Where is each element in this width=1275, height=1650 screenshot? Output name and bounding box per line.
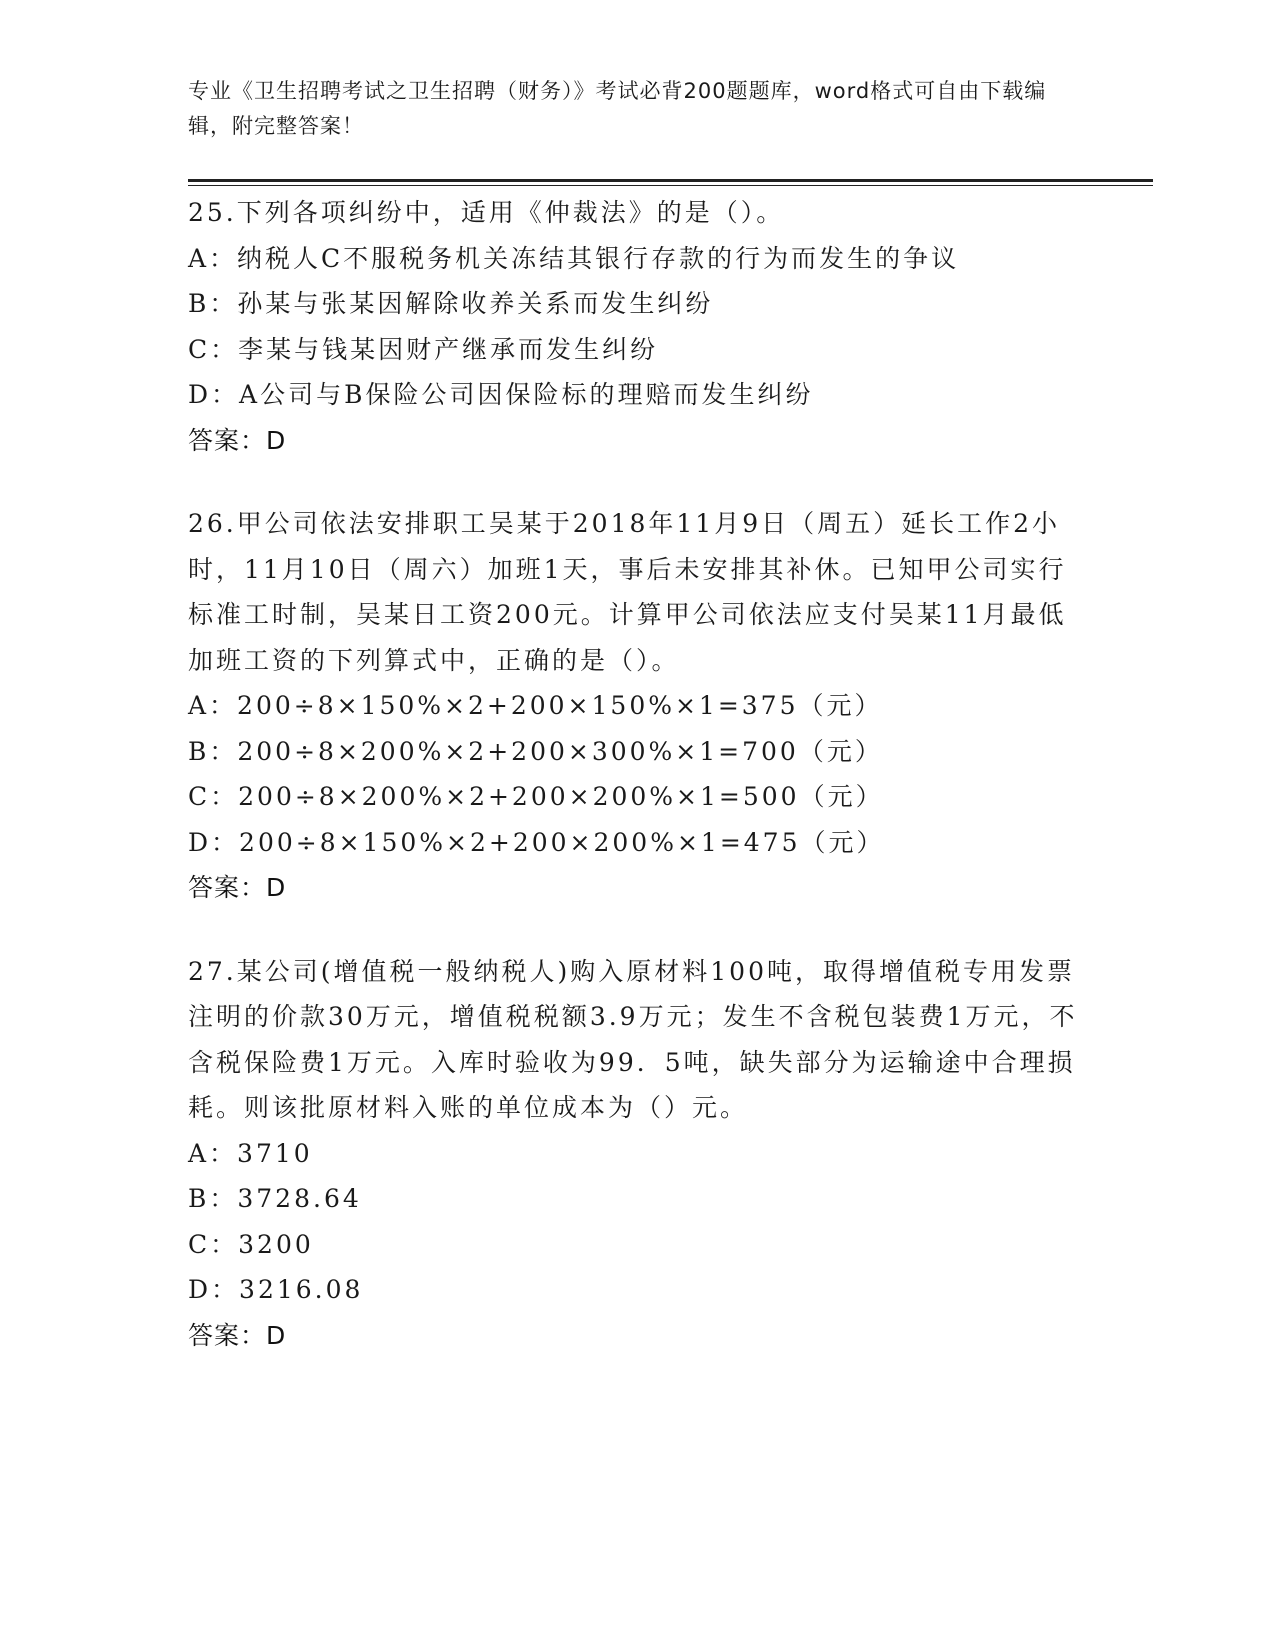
question-27: [188, 949, 1088, 1359]
option-b: B：200÷8×200%×2+200×300%×1=700（元）: [188, 736, 883, 766]
option-d: D：3216.08: [188, 1275, 364, 1304]
answer-label: 答案：D: [188, 425, 287, 455]
header-rule-thick: [188, 179, 1153, 182]
question-stem: 26.甲公司依法安排职工吴某于2018年11月9日（周五）延长工作2小时，11月10日（周六）加班1天，事后未安排其补休。已知甲公司实行标准工时制，吴某日工资200元。计算甲公司依法应支付吴某11月最低加班工资的下列算式中，正确的是（）。: [188, 509, 1067, 675]
question-stem: 27.某公司(增值税一般纳税人)购入原材料100吨，取得增值税专用发票注明的价款30万元，增值税税额3.9万元；发生不含税包装费1万元，不含税保险费1万元。入库时验收为99．5吨，缺失部分为运输途中合理损耗。则该批原材料入账的单位成本为（）元。: [188, 956, 1078, 1122]
option-d: D：200÷8×150%×2+200×200%×1=475（元）: [188, 827, 885, 857]
option-c: C：3200: [188, 1229, 314, 1259]
option-c: C：200÷8×200%×2+200×200%×1=500（元）: [188, 782, 884, 811]
answer-label: 答案：D: [188, 1320, 287, 1350]
answer-label: 答案：D: [188, 873, 287, 902]
question-25: [188, 190, 1088, 463]
header-rule-thin: [188, 185, 1153, 186]
option-a: A：200÷8×150%×2+200×150%×1=375（元）: [188, 691, 883, 720]
option-d: D：A公司与B保险公司因保险标的理赔而发生纠纷: [188, 380, 814, 409]
document-header: 专业《卫生招聘考试之卫生招聘（财务）》考试必背200题题库，word格式可自由下载编辑，附完整答案！: [188, 79, 1047, 138]
question-26: [188, 501, 1088, 911]
option-b: B：3728.64: [188, 1184, 362, 1213]
option-a: A：纳税人C不服税务机关冻结其银行存款的行为而发生的争议: [188, 243, 960, 273]
question-list: [188, 190, 1088, 1396]
option-b: B：孙某与张某因解除收养关系而发生纠纷: [188, 289, 714, 318]
option-c: C：李某与钱某因财产继承而发生纠纷: [188, 334, 659, 364]
option-a: A：3710: [188, 1138, 313, 1168]
question-stem: 25.下列各项纠纷中，适用《仲裁法》的是（）。: [188, 198, 785, 227]
